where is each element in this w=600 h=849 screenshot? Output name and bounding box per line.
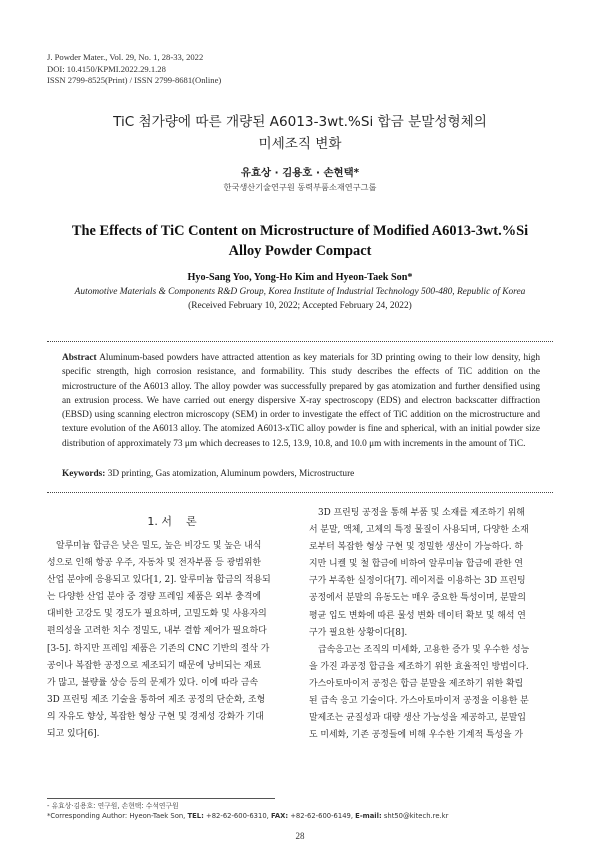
footnote-divider — [47, 798, 275, 799]
text-line: 가 많고, 불량률 상승 등의 문제가 있다. 이에 따라 금속 — [47, 677, 259, 688]
text-line: 을 가진 과공정 합금을 제조하기 위한 효율적인 방법이다. — [309, 661, 529, 672]
section-title: 서 론 — [161, 515, 197, 528]
text-line: 공이나 복잡한 공정으로 제조되기 때문에 낭비되는 재료 — [47, 660, 262, 671]
english-title — [40, 222, 560, 261]
text-line: 알루미늄 합금은 낮은 밀도, 높은 비강도 및 높은 내식 — [56, 541, 262, 551]
korean-title — [40, 111, 560, 155]
text-line: 급속응고는 조직의 미세화, 고용한 증가 및 우수한 성능 — [318, 644, 530, 655]
journal-doi: DOI: 10.4150/KPMI.2022.29.1.28 — [47, 63, 166, 74]
text-line: 평균 입도 변화에 따른 물성 변화 데이터 확보 및 해석 연 — [309, 610, 526, 621]
text-line: 3D 프린팅 제조 기술을 통하여 제조 공정의 단순화, 조형 — [47, 694, 266, 705]
text-line: 된 급속 응고 기술이다. 가스아토마이저 공정을 이용한 분 — [309, 696, 529, 707]
text-line: [3-5]. 하지만 프레임 제품은 기존의 CNC 기반의 절삭 가 — [47, 643, 270, 654]
text-line: 의 자유도 향상, 복잡한 형상 구현 및 경제성 강화가 기대 — [47, 711, 264, 722]
text-line: 편의성을 고려한 치수 정밀도, 내부 결함 제어가 필요하다 — [47, 626, 267, 637]
footnote-roles: - 유효상·김용호: 연구원, 손현택: 수석연구원 — [47, 802, 179, 810]
english-authors: Hyo-Sang Yoo, Yong-Ho Kim and Hyeon-Taek Son* — [187, 272, 413, 283]
keywords-label: Keywords: — [62, 469, 106, 479]
left-text-column — [47, 538, 292, 743]
text-line: 는 다양한 산업 분야 중 경량 프레임 제품은 외부 충격에 — [47, 592, 261, 603]
journal-citation: J. Powder Mater., Vol. 29, No. 1, 28-33, 2022 — [47, 52, 204, 62]
section-heading — [57, 513, 287, 529]
text-line: 산업 분야에 응용되고 있다[1, 2]. 알루미늄 합금의 적용되 — [47, 575, 271, 586]
korean-title-line2: 미세조직 변화 — [258, 136, 342, 152]
footnote-contact: *Corresponding Author: Hyeon-Taek Son, TEL: +82-62-600-6310, FAX: +82-62-600-6149, E-mail: sht50@kitech.re.kr — [47, 812, 449, 820]
received-dates: (Received February 10, 2022; Accepted February 24, 2022) — [188, 301, 412, 311]
text-line: 말제조는 균질성과 대량 생산 가능성을 제공하고, 분말입 — [309, 713, 526, 724]
text-line: 공정에서 분말의 유동도는 매우 중요한 특성이며, 분말의 — [309, 593, 526, 604]
keywords — [62, 469, 540, 479]
text-line: 로부터 복잡한 형상 구현 및 정밀한 생산이 가능하다. 하 — [309, 542, 523, 553]
korean-authors: 유효상 · 김용호 · 손현택* — [240, 167, 360, 179]
text-line: 구가 부족한 실정이다[7]. 레이저를 이용하는 3D 프린팅 — [309, 576, 526, 587]
korean-affiliation: 한국생산기술연구원 동력부품소재연구그룹 — [223, 182, 377, 192]
text-line: 대비한 고강도 및 경도가 필요하며, 고밀도화 및 사용자의 — [47, 609, 267, 620]
korean-title-line1: TiC 첨가량에 따른 개량된 A6013-3wt.%Si 합금 분말성형체의 — [113, 114, 487, 130]
text-line: 서 분말, 액체, 고체의 특정 물질이 사용되며, 다양한 소재 — [309, 525, 529, 536]
journal-meta — [47, 52, 221, 87]
page-number: 28 — [295, 831, 305, 841]
text-line: 되고 있다[6]. — [47, 729, 100, 740]
footnote — [47, 801, 448, 821]
keywords-text: 3D printing, Gas atomization, Aluminum powders, Microstructure — [107, 469, 355, 479]
email-link[interactable]: sht50@kitech.re.kr — [381, 812, 449, 820]
abstract — [62, 351, 540, 451]
text-line: 도 미세화, 기존 공정들에 비해 우수한 기계적 특성을 가 — [309, 730, 523, 741]
text-line: 가스아토마이저 공정은 합금 분말을 제조하기 위한 확립 — [309, 678, 524, 689]
abstract-text: Aluminum-based powders have attracted attention as key materials for 3D printing owing to their low density, high specific strength, high corrosion resistance, and formability. This study describes the effects of TiC addition on the microstructure of the A6013 alloy. The alloy powder was successfully prepared by gas atomization and further densified using an extrusion process. We have carried out energy dispersive X-ray spectroscopy (EDS) and electron backscatter diffraction (EBSD) using scanning electron microscopy (SEM) in order to investigate the effect of TiC addition on the microstructure and texture evolution of the A6013 alloy. The atomized A6013-xTiC alloy powder is fine and spherical, with an initial powder size distribution of approximately 73 μm which decreases to 12.5, 13.9, 10.8, and 10.0 μm with increments in the amount of TiC. — [62, 353, 541, 449]
abstract-label: Abstract — [62, 353, 97, 363]
text-line: 지만 니켈 및 철 합금에 비하여 알루미늄 합금에 관한 연 — [309, 559, 523, 570]
text-line: 3D 프린팅 공정을 통해 부품 및 소재를 제조하기 위해 — [318, 508, 525, 518]
english-title-line1: The Effects of TiC Content on Microstructure of Modified A6013-3wt.%Si — [71, 223, 529, 239]
text-line: 성으로 인해 항공 우주, 자동차 및 전자부품 등 광범위한 — [47, 558, 261, 569]
abstract-bottom-divider — [47, 492, 553, 493]
section-number: 1. — [147, 515, 158, 528]
english-affiliation: Automotive Materials & Components R&D Group, Korea Institute of Industrial Technology 500-480, Republic of Korea — [74, 287, 526, 297]
right-text-column — [309, 505, 554, 744]
english-title-line2: Alloy Powder Compact — [228, 242, 372, 259]
journal-issn: ISSN 2799-8525(Print) / ISSN 2799-8681(Online) — [47, 75, 222, 86]
abstract-top-divider — [47, 341, 553, 342]
text-line: 구가 필요한 상황이다[8]. — [309, 627, 408, 638]
